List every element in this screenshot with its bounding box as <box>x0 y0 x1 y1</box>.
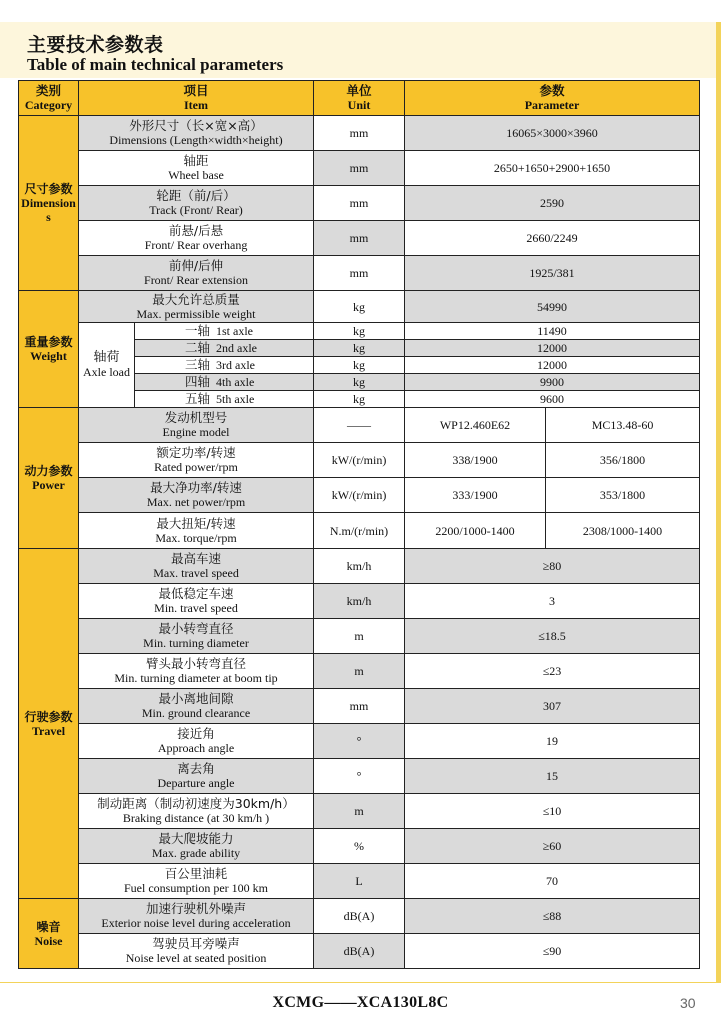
value-cell-1: 333/1900 <box>405 478 546 513</box>
value-cell: 16065×3000×3960 <box>405 116 700 151</box>
value-cell: 70 <box>405 864 700 899</box>
table-row <box>19 829 700 864</box>
page-title-en: Table of main technical parameters <box>27 55 284 74</box>
unit-cell: kW/(r/min) <box>314 443 405 478</box>
table-row <box>19 759 700 794</box>
header-item: 项目 Item <box>79 81 314 116</box>
table-row <box>19 291 700 323</box>
unit-cell: dB(A) <box>314 899 405 934</box>
page-number: 30 <box>680 995 696 1011</box>
category-weight: 重量参数 Weight <box>19 291 79 408</box>
value-cell: 3 <box>405 584 700 619</box>
category-power: 动力参数 Power <box>19 408 79 549</box>
value-cell: 2650+1650+2900+1650 <box>405 151 700 186</box>
unit-cell: km/h <box>314 584 405 619</box>
value-cell: ≤10 <box>405 794 700 829</box>
table-row <box>19 584 700 619</box>
value-cell-2: 2308/1000-1400 <box>546 513 700 549</box>
table-row <box>19 864 700 899</box>
unit-cell: dB(A) <box>314 934 405 969</box>
item-cell: 最小离地间隙 Min. ground clearance <box>79 689 314 724</box>
table-row <box>19 186 700 221</box>
unit-cell: m <box>314 654 405 689</box>
value-cell: ≤90 <box>405 934 700 969</box>
table-row <box>19 221 700 256</box>
unit-cell: ° <box>314 724 405 759</box>
unit-cell: mm <box>314 116 405 151</box>
table-row <box>19 794 700 829</box>
value-cell: 2590 <box>405 186 700 221</box>
unit-cell: m <box>314 794 405 829</box>
axle-item: 二轴 2nd axle <box>135 340 314 357</box>
table-row <box>19 899 700 934</box>
table-row <box>19 443 700 478</box>
item-cell: 额定功率/转速 Rated power/rpm <box>79 443 314 478</box>
unit-cell: ° <box>314 759 405 794</box>
page-title-cn: 主要技术参数表 <box>27 34 164 56</box>
item-cell: 前伸/后伸 Front/ Rear extension <box>79 256 314 291</box>
item-cell: 前悬/后悬 Front/ Rear overhang <box>79 221 314 256</box>
unit-cell: kg <box>314 291 405 323</box>
item-cell: 驾驶员耳旁噪声 Noise level at seated position <box>79 934 314 969</box>
category-noise: 噪音 Noise <box>19 899 79 969</box>
table-header-row <box>19 81 700 116</box>
value-cell: 54990 <box>405 291 700 323</box>
value-cell: 9900 <box>405 374 700 391</box>
item-cell: 最大扭矩/转速 Max. torque/rpm <box>79 513 314 549</box>
table-row <box>19 513 700 549</box>
item-cell: 离去角 Departure angle <box>79 759 314 794</box>
item-cell: 最大允许总质量 Max. permissible weight <box>79 291 314 323</box>
axle-item: 四轴 4th axle <box>135 374 314 391</box>
category-travel: 行驶参数 Travel <box>19 549 79 899</box>
item-cell: 最低稳定车速 Min. travel speed <box>79 584 314 619</box>
unit-cell: kg <box>314 323 405 340</box>
axle-item: 三轴 3rd axle <box>135 357 314 374</box>
value-cell: 11490 <box>405 323 700 340</box>
value-cell: ≤23 <box>405 654 700 689</box>
unit-cell: kg <box>314 374 405 391</box>
unit-cell: kg <box>314 391 405 408</box>
axle-item: 五轴 5th axle <box>135 391 314 408</box>
table-row <box>19 689 700 724</box>
category-dimensions: 尺寸参数 Dimensions <box>19 116 79 291</box>
value-cell-2: 353/1800 <box>546 478 700 513</box>
value-cell: ≤18.5 <box>405 619 700 654</box>
item-cell: 最高车速 Max. travel speed <box>79 549 314 584</box>
unit-cell: mm <box>314 689 405 724</box>
top-band <box>0 0 721 22</box>
value-cell: ≥80 <box>405 549 700 584</box>
table-row <box>19 323 700 340</box>
table-row <box>19 116 700 151</box>
header-parameter: 参数 Parameter <box>405 81 700 116</box>
footer-model: XCMG——XCA130L8C <box>272 994 449 1011</box>
unit-cell: kg <box>314 357 405 374</box>
value-cell: 307 <box>405 689 700 724</box>
unit-cell: mm <box>314 221 405 256</box>
table-row <box>19 934 700 969</box>
table-row <box>19 549 700 584</box>
unit-cell: mm <box>314 151 405 186</box>
unit-cell: km/h <box>314 549 405 584</box>
value-cell-2: 356/1800 <box>546 443 700 478</box>
unit-cell: mm <box>314 186 405 221</box>
item-cell: 臂头最小转弯直径 Min. turning diameter at boom tip <box>79 654 314 689</box>
unit-cell: —— <box>314 408 405 443</box>
unit-cell: % <box>314 829 405 864</box>
unit-cell: N.m/(r/min) <box>314 513 405 549</box>
value-cell-1: 338/1900 <box>405 443 546 478</box>
item-cell: 百公里油耗 Fuel consumption per 100 km <box>79 864 314 899</box>
value-cell-1: WP12.460E62 <box>405 408 546 443</box>
item-cell: 外形尺寸（长×宽×高） Dimensions (Length×width×height) <box>79 116 314 151</box>
table-row <box>19 151 700 186</box>
table-row <box>19 478 700 513</box>
value-cell: 9600 <box>405 391 700 408</box>
item-cell: 轴距 Wheel base <box>79 151 314 186</box>
value-cell-2: MC13.48-60 <box>546 408 700 443</box>
right-edge-stripe <box>716 22 721 982</box>
item-cell: 发动机型号 Engine model <box>79 408 314 443</box>
value-cell: 12000 <box>405 340 700 357</box>
item-cell: 制动距离（制动初速度为30km/h） Braking distance (at 30 km/h ) <box>79 794 314 829</box>
unit-cell: mm <box>314 256 405 291</box>
item-cell: 加速行驶机外噪声 Exterior noise level during acceleration <box>79 899 314 934</box>
axle-load-label: 轴荷 Axle load <box>79 323 135 408</box>
header-category: 类别 Category <box>19 81 79 116</box>
table-row <box>19 408 700 443</box>
unit-cell: L <box>314 864 405 899</box>
value-cell: 12000 <box>405 357 700 374</box>
item-cell: 最小转弯直径 Min. turning diameter <box>79 619 314 654</box>
item-cell: 最大净功率/转速 Max. net power/rpm <box>79 478 314 513</box>
value-cell: 19 <box>405 724 700 759</box>
unit-cell: m <box>314 619 405 654</box>
parameters-table <box>18 80 700 969</box>
value-cell: 1925/381 <box>405 256 700 291</box>
item-cell: 轮距（前/后） Track (Front/ Rear) <box>79 186 314 221</box>
value-cell-1: 2200/1000-1400 <box>405 513 546 549</box>
value-cell: 2660/2249 <box>405 221 700 256</box>
item-cell: 最大爬坡能力 Max. grade ability <box>79 829 314 864</box>
table-row <box>19 256 700 291</box>
table-row <box>19 654 700 689</box>
value-cell: ≥60 <box>405 829 700 864</box>
header-unit: 单位 Unit <box>314 81 405 116</box>
value-cell: ≤88 <box>405 899 700 934</box>
table-row <box>19 619 700 654</box>
table-row <box>19 724 700 759</box>
unit-cell: kg <box>314 340 405 357</box>
item-cell: 接近角 Approach angle <box>79 724 314 759</box>
value-cell: 15 <box>405 759 700 794</box>
axle-item: 一轴 1st axle <box>135 323 314 340</box>
unit-cell: kW/(r/min) <box>314 478 405 513</box>
